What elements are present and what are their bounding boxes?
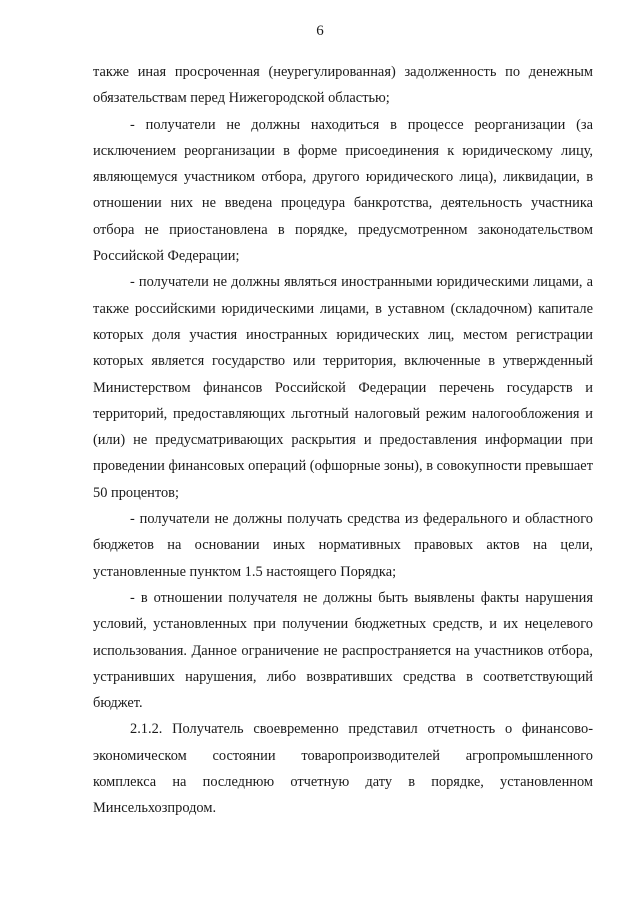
paragraph-reorganization-requirement: - получатели не должны находиться в процессе реорганизации (за исключением реорганизации в форме присоединения к юридическому лицу, являющемуся участником отбора, другого юридического лица), ликвидации, в отношении них не введена процедура банкротства, деятельность участника отбора не приостановлена в порядке, предусмотренном законодательством Российской Федерации; (93, 116, 593, 265)
paragraph-violations-requirement: - в отношении получателя не должны быть выявлены факты нарушения условий, установленных при получении бюджетных средств, и их нецелевого использования. Данное ограничение не распространяется на участников отбора, устранивших нарушения, либо возвративших средства в соответствующий бюджет. (93, 589, 593, 712)
paragraph-debt-continuation: также иная просроченная (неурегулированная) задолженность по денежным обязательствам перед Нижегородской областью; (93, 64, 593, 107)
paragraph-budget-funds-requirement: - получатели не должны получать средства из федерального и областного бюджетов на основании иных нормативных правовых актов на цели, установленные пунктом 1.5 настоящего Порядка; (93, 511, 593, 580)
paragraph-reporting-clause: 2.1.2. Получатель своевременно представил отчетность о финансово-экономическом состоянии товаропроизводителей агропромышленного комплекса на последнюю отчетную дату в порядке, установленном Минсельхозпродом. (93, 721, 593, 817)
page-number: 6 (316, 23, 324, 39)
document-body (93, 59, 593, 822)
paragraph-foreign-entity-requirement: - получатели не должны являться иностранными юридическими лицами, а также российскими юридическими лицами, в уставном (складочном) капитале которых доля участия иностранных юридических лиц, местом регистрации которых является государство или территория, включенные в утвержденный Министерством финансов Российской Федерации перечень государств и территорий, предоставляющих льготный налоговый режим налогообложения и (или) не предусматривающих раскрытия и предоставления информации при проведении финансовых операций (офшорные зоны), в совокупности превышает 50 процентов; (93, 274, 593, 501)
